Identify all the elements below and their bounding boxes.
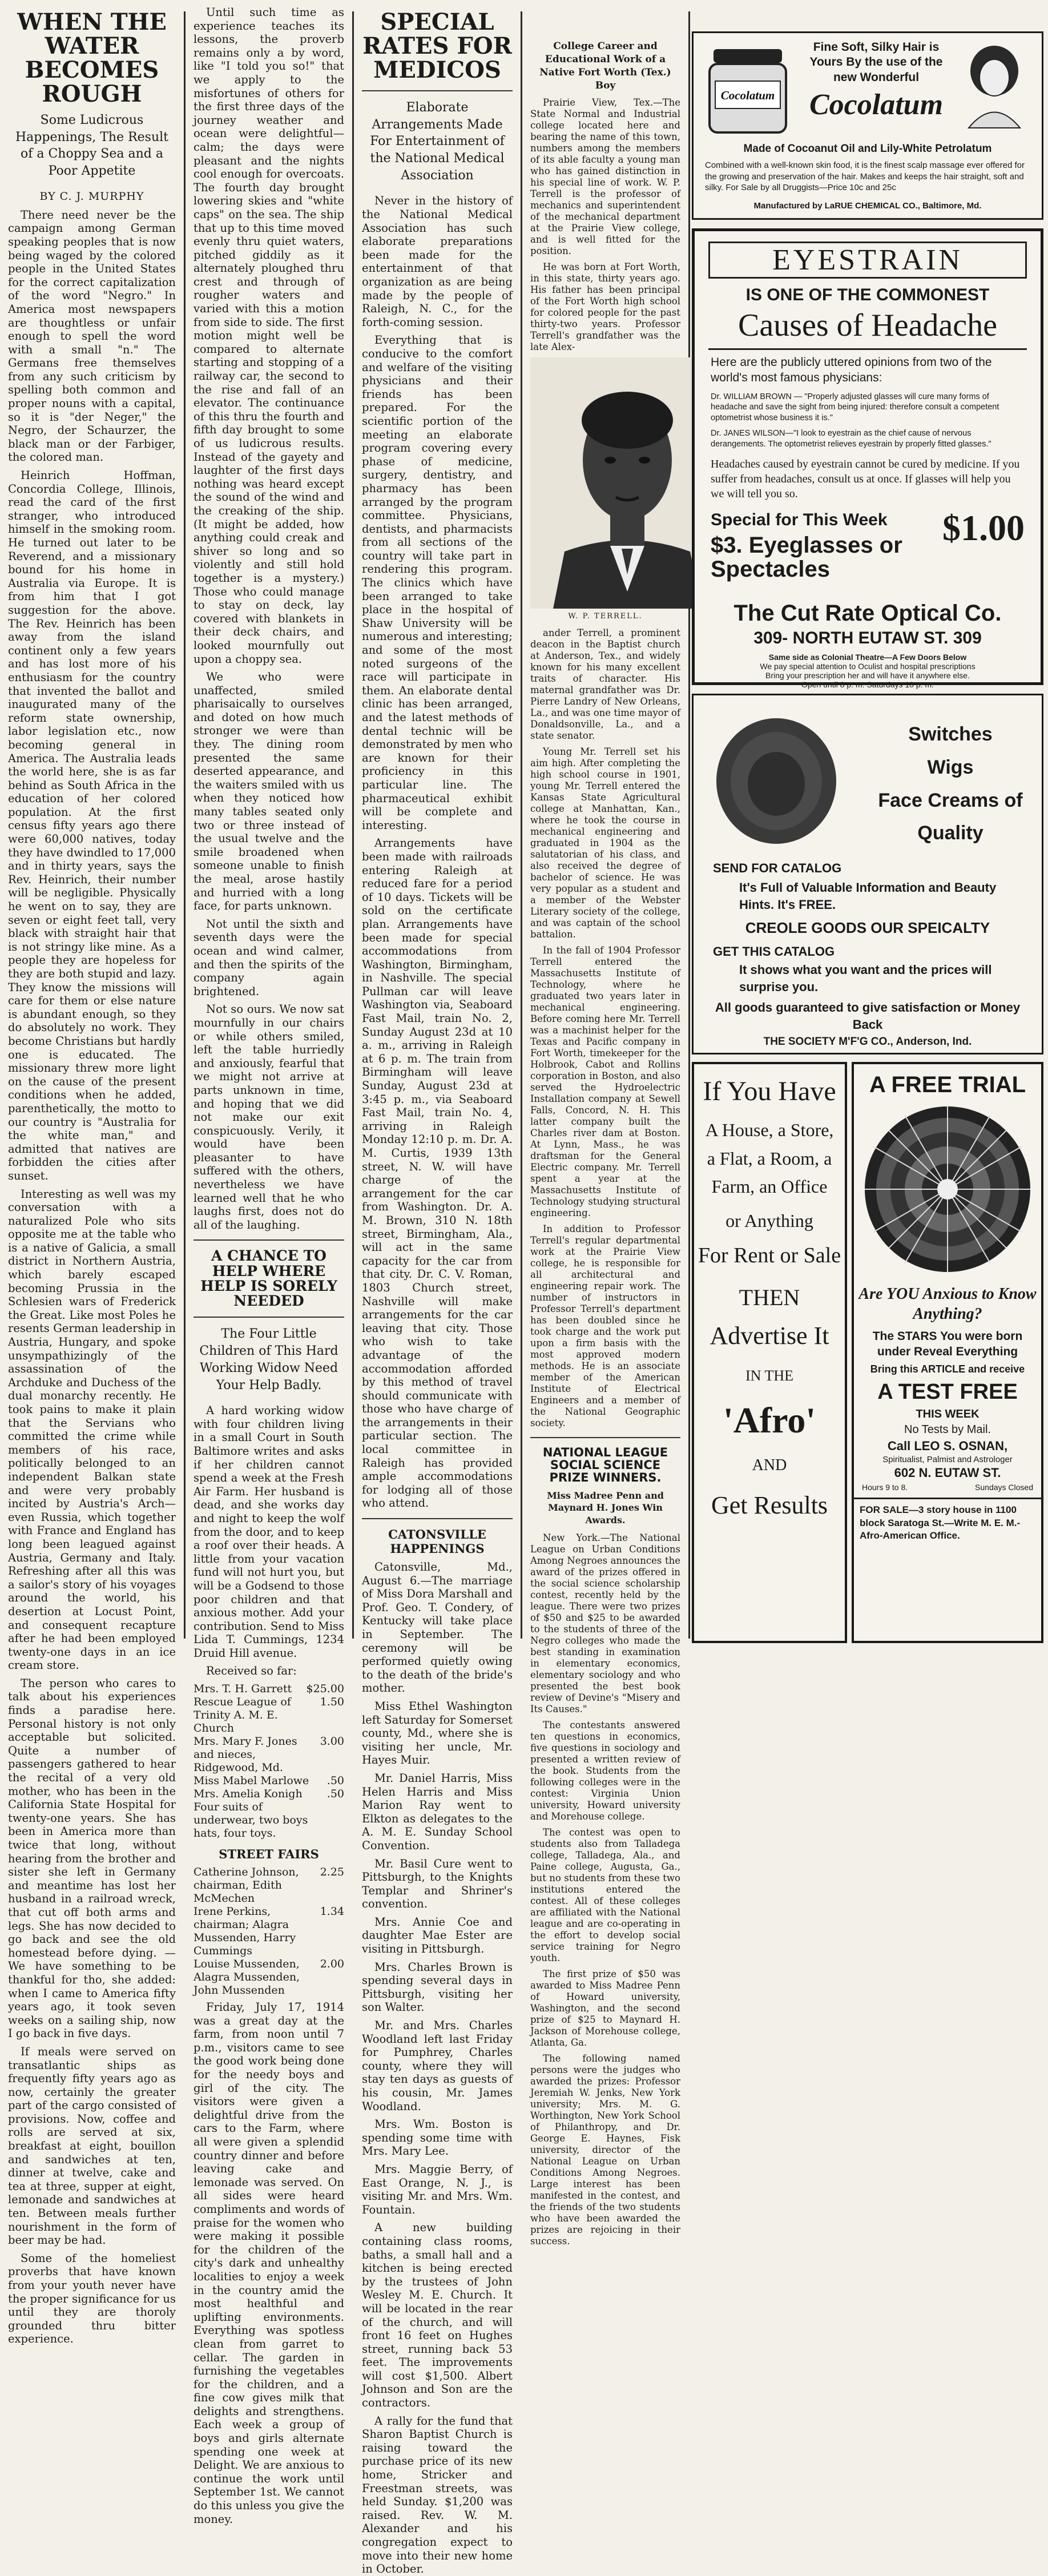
donation-amount: .50	[327, 1788, 344, 1801]
afro-line10: Get Results	[711, 1491, 828, 1519]
donor-name: Mrs. Amelia Konigh	[194, 1788, 303, 1801]
news-item: Mr. Basil Cure went to Pittsburgh, to the Knights Templar and Shriner's convention.	[362, 1857, 513, 1911]
article-paragraph: In the fall of 1904 Professor Terrell entered the Massachusetts Institute of Technology, where he graduated two years later in mechanical engineering. Before coming here Mr. Terrell was a machinist helper for the Texas and Pacific company in Fort Worth, timekeeper for the Holbrook, Cabot and Rollins corporation in Boston, and also served the Hydroelectric Installation company at Sewell Falls, Concord, N. H. This latter company built the Charles river dam at Boston. At Lynn, Mass., he was draftsman for the General Electric company. Mr. Terrell spent a year at the Massachusetts Institute of Technology studying structural engineering.	[530, 944, 680, 1218]
trial-who: Spiritualist, Palmist and Astrologer	[882, 1454, 1013, 1464]
afro-line1: If You Have	[703, 1076, 836, 1106]
creole-line4: Quality	[917, 822, 983, 844]
cocolatum-maker: Manufactured by LaRUE CHEMICAL CO., Baltimore, Md.	[753, 201, 982, 211]
ad-afro	[692, 1062, 847, 1643]
ad-free-trial	[852, 1062, 1043, 1643]
creole-company: THE SOCIETY M'F'G CO., Anderson, Ind.	[763, 1036, 972, 1048]
donation-row	[194, 1801, 344, 1840]
deck-prize-winners: Miss Madree Penn and Maynard H. Jones Win Awards.	[547, 1490, 664, 1526]
divider	[530, 1437, 680, 1438]
street-fair-row	[194, 1958, 344, 1997]
woman-illustration	[957, 42, 1031, 128]
trial-hours: Hours 9 to 8.	[862, 1482, 908, 1492]
article-paragraph: Received so far:	[206, 1664, 297, 1678]
trial-mail: No Tests by Mail.	[904, 1423, 991, 1436]
deck-rough-water: Some Ludicrous Happenings, The Result of a Choppy Sea and a Poor Appetite	[15, 113, 168, 179]
divider	[362, 1518, 513, 1519]
eyestrain-offer-text: $3. Eyeglasses or Spectacles	[711, 532, 902, 582]
trial-bring: Bring this ARTICLE and receive	[870, 1363, 1025, 1375]
news-item: Mr. and Mrs. Charles Woodland left last Friday for Pumphrey, Charles county, where they will stay ten days as guests of his cousin, Mr. James Woodland.	[362, 2019, 513, 2113]
jar-label: Cocolatum	[720, 88, 775, 102]
creole-shows: It shows what you want and the prices will surprise you.	[739, 963, 992, 994]
eyestrain-fine2: We pay special attention to Oculist and hospital prescriptions	[760, 661, 976, 671]
news-item: Mrs. Charles Brown is spending several days in Pittsburgh, visiting her son Walter.	[362, 1960, 513, 2014]
creole-send: SEND FOR CATALOG	[713, 861, 842, 875]
eyestrain-quote1: Dr. WILLIAM BROWN — "Properly adjusted glasses will cure many forms of headache and save the sight from being injured: therefore consult a competent optometrist whose business it is."	[711, 392, 999, 423]
trial-hours-row	[862, 1483, 1033, 1492]
eyestrain-offer	[711, 507, 1025, 596]
divider	[194, 1317, 344, 1318]
ad-cocolatum	[692, 31, 1043, 220]
ad-eyestrain	[692, 228, 1043, 689]
afro-line6: Advertise It	[710, 1321, 829, 1350]
article-paragraph: Friday, July 17, 1914 was a great day at the farm, from noon until 7 p.m., visitors came to see the good work being done for the needy boys and girl of the city. The visitors were given a delightful drive from the cars to the Farm, where all were given a splendid country dinner and before leaving cake and lemonade was served. On all sides were heard compliments and words of praise for the women who were making it possible for the children of the city's dark and unhealthy localities to enjoy a week in the country amid the most healthful and uplifting environments. Everything was spotless clean from garret to cellar. The garden in furnishing the vegetables for the children, and a fine cow gives milk that delights and strengthens. Each week a group of boys and girls alternate spending one week at Delight. We are anxious to continue the work until September 1st. We cannot do this unless you give the money.	[194, 2001, 344, 2526]
cocolatum-desc1: Made of Cocoanut Oil and Lily-White Petrolatum	[743, 143, 992, 155]
divider	[362, 90, 513, 91]
article-paragraph: The contestants answered ten questions in economics, five questions in sociology and presented a written review of the book. Students from the following colleges were in the contest: Virginia Union university, Howard university and Morehouse college.	[530, 1719, 680, 1822]
creole-line2: Wigs	[927, 756, 974, 778]
donation-row	[194, 1774, 344, 1788]
article-paragraph: Not until the sixth and seventh days were the ocean and wind calmer, and then the spirits of the company again brightened.	[194, 917, 344, 998]
donation-row	[194, 1683, 344, 1696]
fair-amount: 2.25	[320, 1866, 344, 1879]
eyestrain-title: EYESTRAIN	[708, 242, 1027, 279]
news-item: A rally for the fund that Sharon Baptist Church is raising toward the purchase price of its new home, Stricker and Freestman streets, was held Sunday. $1,200 was raised. Rev. W. M. Alexander and his congregation expect to move into their new home in October.	[362, 2414, 513, 2576]
ad-creole-goods	[692, 694, 1043, 1054]
article-paragraph: Arrangements have been made with railroads entering Raleigh at reduced fare for a period of 10 days. Tickets will be sold on the certificate plan. Arrangements have been made for special accommodations from Washington, Birmingham, in Nashville. The special Pullman car will leave Washington via, Seaboard Fast Mail, train No. 2, Sunday August 23d at 10 a. m., arriving in Raleigh at 6 p. m. The train from Birmingham will leave Sunday, August 23d at 3:45 p. m., via Seaboard Fast Mail, train No. 4, arriving in Raleigh Monday 12:10 p. m. Dr. A. M. Curtis, 1939 13th street, N. W. will have charge of the arrangement for the car from Washington. Dr. A. M. Brown, 310 N. 18th street, Birmingham, Ala., will act in the same capacity for the car from that city. Dr. C. V. Roman, 1803 Church street, Nashville will make arrangements for the car leaving that city. Those who wish to take advantage of the accommodation afforded by this method of travel should communicate with those who have charge of the arrangements in their particular section. The local committee in Raleigh has provided ample accommodations for lodging all of those who attend.	[362, 836, 513, 1510]
afro-line2: A House, a Store, a Flat, a Room, a Farm, an Office	[705, 1120, 834, 1197]
afro-line5: THEN	[739, 1284, 800, 1310]
news-item: Catonsville, Md., August 6.—The marriage of Miss Dora Marshall and Prof. Geo. T. Condery, of Kentucky will take place in September. The ceremony will be performed quietly owing to the death of the bride's mother.	[362, 1560, 513, 1695]
creole-specialty: CREOLE GOODS OUR SPEICALTY	[745, 919, 990, 936]
fair-amount: 2.00	[320, 1958, 344, 1971]
article-paragraph: Prairie View, Tex.—The State Normal and Industrial college located here and bearing the name of this town, numbers among the members of its able faculty a young man who has gained distinction in his special line of work. W. P. Terrell is the professor of mechanics and superintendent of the mechanical department at the Prairie View college, and is well fitted for the position.	[530, 96, 680, 256]
donor-name: Miss Mabel Marlowe	[194, 1774, 309, 1788]
trial-question: Are YOU Anxious to Know Anything?	[858, 1285, 1037, 1323]
trial-test: A TEST FREE	[877, 1379, 1018, 1404]
news-item: Mrs. Wm. Boston is spending some time with Mrs. Mary Lee.	[362, 2118, 513, 2158]
column-rule	[688, 11, 690, 1639]
article-paragraph: ander Terrell, a prominent deacon in the Baptist church at Anderson, Tex., and widely known for his many excellent traits of character. His maternal grandfather was Dr. Pierre Landry of New Orleans, La., and was one time mayor of Donaldsonville, La., and a state senator.	[530, 627, 680, 741]
donation-amount: 3.00	[320, 1735, 344, 1748]
trial-title: A FREE TRIAL	[869, 1072, 1026, 1097]
article-paragraph: We who were unaffected, smiled pharisaically to ourselves and doted on how much stronger we were than they. The dining room presented the same deserted appearance, and the waiters smiled with us when they noticed how many tables seated only two or three instead of the usual twelve and the smile broadened when someone unable to finish the meal, arose hastily and hurried with a long face, for parts unknown.	[194, 670, 344, 913]
trial-call: Call LEO S. OSNAN,	[887, 1438, 1008, 1453]
news-item: Miss Ethel Washington left Saturday for Somerset county, Md., where she is visiting her uncle, Mr. Hayes Muir.	[362, 1699, 513, 1767]
street-fair-row	[194, 1866, 344, 1905]
column-3	[354, 0, 521, 2576]
news-item: Mrs. Maggie Berry, of East Orange, N. J., is visiting Mr. and Mrs. Wm. Fountain.	[362, 2162, 513, 2216]
afro-line8: 'Afro'	[723, 1399, 816, 1440]
donation-row	[194, 1735, 344, 1774]
article-paragraph: The first prize of $50 was awarded to Miss Madree Penn of Howard university, Washington, and the second prize of $25 to Maynard H. Jackson of Morehouse college, Atlanta, Ga.	[530, 1968, 680, 2048]
article-paragraph: If meals were served on transatlantic ships as frequently fifty years ago as now, certainly the greater part of the cargo consisted of provisions. Now, coffee and rolls are served at six, breakfast at eight, bouillon and sandwiches at ten, dinner at twelve, cake and tea at three, supper at eight, lemonade and sandwiches at ten. Between meals further nourishment in the form of beer may be had.	[8, 2044, 176, 2247]
article-paragraph: Young Mr. Terrell set his aim high. After completing the high school course in 1901, young Mr. Terrell entered the Kansas State Agricultural college at Manhattan, Kan., where he took the course in mechanical engineering and graduated in 1904 as the salutatorian of his class, and also received the degree of bachelor of science. He was very popular as a student and a member of the Webster Literary society of the college, and was captain of the school battalion.	[530, 746, 680, 940]
byline: BY C. J. MURPHY	[39, 190, 144, 203]
trial-address: 602 N. EUTAW ST.	[894, 1465, 1001, 1480]
deck-chance-to-help: The Four Little Children of This Hard Working Widow Need Your Help Badly.	[199, 1327, 338, 1392]
street-fair-row	[194, 1905, 344, 1958]
column-4	[522, 0, 688, 2247]
eyestrain-company: The Cut Rate Optical Co.	[733, 600, 1002, 626]
donation-amount: $25.00	[306, 1683, 344, 1696]
eyestrain-fine3: Bring your prescription her and will have it anywhere else.	[765, 670, 970, 680]
creole-guarantee: All goods guaranteed to give satisfaction or Money Back	[715, 1000, 1021, 1032]
article-paragraph: Never in the history of the National Medical Association has such elaborate preparations been made for the entertainment of that organization as are being made by the people of Raleigh, N. C., for the forth-coming session.	[362, 194, 513, 329]
cocolatum-top: Fine Soft, Silky Hair is Yours By the use of the new Wonderful	[809, 41, 943, 84]
creole-products	[865, 718, 1036, 850]
article-paragraph: The contest was open to students also from Talladega college, Talladega, Ala., and Paine college, Augusta, Ga., but no students from these two institutions entered the contest. All of these colleges are affiliated with the National league and are co-operating in the effort to develop social service training for Negro youth.	[530, 1826, 680, 1963]
afro-line9: AND	[752, 1456, 787, 1474]
afro-line7: IN THE	[745, 1367, 793, 1384]
eyestrain-sub: IS ONE OF THE COMMONEST	[745, 285, 990, 304]
donor-name: Rescue League of Trinity A. M. E. Church	[194, 1696, 291, 1735]
eyestrain-fine4: Open until 8 p. m. Saturdays 10 p. m.	[801, 679, 934, 689]
afro-line4: For Rent or Sale	[698, 1243, 841, 1267]
article-paragraph: Heinrich Hoffman, Concordia College, Illinois, read the card of the first stranger, who introduced himself in the smoking room. He turned out later to be Reverend, and a missionary bound for his home in Australia via Europe. It is from him that I got suggestion for the above. The Rev. Heinrich has been away from the island continent only a few years and has lost more of his enthusiasm for the country that invented the ballot and inaugurated many of the reform state ownership, labor legislation etc., now becoming general in America. The Australia leads the world here, she is as far behind as South Africa in the education of her colored population. At the first census fifty years ago there were 60,000 natives, today they have dwindled to 17,000 and in thirty years, says the Rev. Heinrich, their number will be negligible. Physically he went on to say, they are seven or eight feet tall, very black with straight hair that is not stringy like mine. As a people they are hopeless for they are both stupid and lazy. They know the missions will care for them or else nature is abundant enough, so they do absolutely no work. They become Christians but hardly one is educated. The missionary threw more light on the cause of the present conditions when he added, parenthetically, the motto to our country is "Australia for the white man," and admitted that natives are forbidden the cities after sunset.	[8, 469, 176, 1182]
jar-icon	[705, 45, 791, 136]
creole-line1: Switches	[908, 723, 993, 745]
fair-name: Catherine Johnson, chairman, Edith McMechen	[194, 1866, 299, 1905]
deck-terrell: College Career and Educational Work of a Native Fort Worth (Tex.) Boy	[539, 41, 671, 91]
donation-row	[194, 1788, 344, 1801]
eyestrain-address: 309- NORTH EUTAW ST. 309	[753, 628, 982, 647]
article-paragraph: New York.—The National League on Urban Conditions Among Negroes announces the award of the prizes offered in the social science scholarship contest, recently held by the league. There were two prizes of $50 and $25 to be awarded to the students of three of the Negro colleges who made the best standing in examination in elementary economics, elementary sociology and who presented the best book review of Devine's "Misery and Its Causes."	[530, 1532, 680, 1714]
catonsville-title: CATONSVILLE HAPPENINGS	[388, 1527, 486, 1556]
eyestrain-fine1: Same side as Colonial Theatre—A Few Doors Below	[768, 652, 967, 662]
donation-amount: 1.50	[320, 1696, 344, 1709]
article-paragraph: The following named persons were the judges who awarded the prizes: Professor Jeremiah W. Jenks, New York university; Mrs. M. G. Worthington, New York School of Philanthropy, and Dr. George E. Haynes, Fisk university, director of the National League on Urban Conditions Among Negroes. Large interest has been manifested in the contest, and the friends of the two students who have been awarded the prizes are rejoicing in their success.	[530, 2052, 680, 2247]
fair-name: Irene Perkins, chairman; Alagra Mussenden, Harry Cummings	[194, 1905, 296, 1958]
column-2	[186, 0, 352, 2526]
wig-illustration	[711, 713, 842, 850]
street-fairs-title: STREET FAIRS	[219, 1847, 319, 1862]
zodiac-wheel-icon	[862, 1104, 1033, 1275]
article-paragraph: Until such time as experience teaches its lessons, the proverb remains only a by word, like "I told you so!" that we apply to the misfortunes of others for the first three days of the journey weather and ocean were delightful—calm; the days were pleasant and the nights cool enough for overcoats. The fourth day brought lowering skies and "white caps" on the sea. The ship that up to this time moved evenly thru quiet waters, pitched giddily as it alternately ploughed thru crest and through of rougher waters and varied with this a motion from side to side. The first motion might well be compared to alternate starting and stopping of a railway car, the second to the rise and fall of an elevator. The continuance of this thru the fourth and fifth day brought to some of us ludicrous results. Instead of the gayety and laughter of the first days nothing was heard except the sound of the wind and the creaking of the ship. (It might be added, how anything could creak and shiver so long and so violently and still hold together is a mystery.) Those who could manage to stay on deck, lay covered with blankets in their deck chairs, and looked mournfully out upon a choppy sea.	[194, 6, 344, 666]
headline-chance-to-help: A CHANCE TO HELP WHERE HELP IS SORELY NEEDED	[200, 1247, 337, 1310]
headline-special-rates: SPECIAL RATES FOR MEDICOS	[362, 9, 512, 83]
news-item: Mr. Daniel Harris, Miss Helen Harris and Miss Marion Ray went to Elkton as delegates to the A. M. E. Sunday School Convention.	[362, 1771, 513, 1852]
donation-amount: .50	[327, 1774, 344, 1788]
news-item: Mrs. Annie Coe and daughter Mae Ester are visiting in Pittsburgh.	[362, 1915, 513, 1956]
news-item: A new building containing class rooms, baths, a small hall and a kitchen is being erected by the trustees of John Wesley M. E. Church. It will be located in the rear of the church, and will front 16 feet on Hughes street, running back 53 feet. The improvements will cost $1,500. Albert Johnson and Son are the contractors.	[362, 2221, 513, 2410]
cocolatum-desc2: Combined with a well-known skin food, it is the finest scalp massage ever offered for the growing and preservation of the hair. Makes and keeps the hair straight, soft and silky. For Sale by all Druggists—Price 10c and 25c	[705, 160, 1025, 192]
eyestrain-price: $1.00	[942, 507, 1025, 548]
cocolatum-brand: Cocolatum	[809, 88, 944, 121]
article-paragraph: Not so ours. We now sat mournfully in our chairs or while others smiled, left the table hurriedly and anxiously, fearful that we might not arrive at parts unknown in time, and hoping that we did not make our exit conspicuously. Verily, it would have been pleasanter to have suffered with the others, nevertheless we have learned well that he who laughs first, does not do all of the laughing.	[194, 1003, 344, 1231]
headline-rough-water: WHEN THE WATER BECOMES ROUGH	[17, 9, 167, 107]
article-paragraph: In addition to Professor Terrell's regular departmental work at the Prairie View college, he is responsible for all architectural and engineering repair work. The number of instructors in Professor Terrell's department has been doubled since he took charge and the work put upon a firm basis with the most approved modern methods. He is an associate member of the American Institute of Electrical Engineers and a member of the National Geographic society.	[530, 1223, 680, 1428]
article-paragraph: The person who cares to talk about his experiences finds a paradise here. Personal history is not only acceptable but solicited. Quite a number of passengers gathered to hear the recital of a very old mother, who has been in the California State Hospital for twenty-one years. She has been in America more than twice that long, without hearing from the brother and sister she left in Germany and meantime has lost her husband in a railroad wreck, that cut off both arms and legs. She has now decided to go back and see the old homestead before dying. —We have something to be thankful for tho, she added: when I came to America fifty years ago, it took seven weeks on a sailing ship, now I go back in five days.	[8, 1676, 176, 2040]
donor-name: Four suits of underwear, two boys hats, four toys.	[194, 1801, 308, 1840]
article-paragraph: Some of the homeliest proverbs that have known from your youth never have the proper significance for us until they are thoroly grounded thru bitter experience.	[8, 2251, 176, 2346]
donation-amount	[310, 1801, 344, 1840]
eyestrain-line: Headaches caused by eyestrain cannot be cured by medicine. If you suffer from headaches, consult us at once. If glasses will help you we will tell you so.	[711, 457, 1020, 500]
trial-sunday: Sundays Closed	[975, 1482, 1033, 1492]
donor-name: Mrs. T. H. Garrett	[194, 1683, 292, 1696]
trial-week: THIS WEEK	[916, 1407, 980, 1420]
eyestrain-big: Causes of Headache	[737, 308, 997, 343]
eyestrain-intro: Here are the publicly uttered opinions from two of the world's most famous physicians:	[711, 356, 992, 385]
divider	[708, 348, 1027, 350]
trial-for-sale: FOR SALE—3 story house in 1100 block Saratoga St.—Write M. E. M.-Afro-American Office.	[860, 1504, 1021, 1541]
eyestrain-special: Special for This Week	[711, 510, 888, 529]
article-paragraph: He was born at Fort Worth, in this state, thirty years ago. His father has been principal of the Fort Worth high school for colored people for the past thirty-two years. Professor Terrell's grandfather was the late Alex-	[530, 261, 680, 352]
article-paragraph: A hard working widow with four children living in a small Court in South Baltimore writes and asks if her children cannot spend a week at the Fresh Air Farm. Her husband is dead, and she works day and night to keep the wolf from the door, and to keep a roof over their heads. A little from your vacation fund will not hurt you, but will be a Godsend to those poor children and that anxious mother. Add your contribution. Send to Miss Lida T. Cummings, 1234 Druid Hill avenue.	[194, 1404, 344, 1660]
portrait-caption: W. P. TERRELL.	[568, 611, 643, 621]
creole-line3: Face Creams of	[878, 789, 1023, 811]
trial-stars: The STARS You were born under Reveal Everything	[872, 1330, 1023, 1359]
headline-prize-winners: NATIONAL LEAGUE SOCIAL SCIENCE PRIZE WINNERS.	[542, 1445, 668, 1484]
donor-name: Mrs. Mary F. Jones and nieces, Ridgewood, Md.	[194, 1735, 297, 1774]
divider	[854, 1498, 1041, 1499]
deck-special-rates: Elaborate Arrangements Made For Entertainment of the National Medical Association	[370, 100, 505, 183]
fair-amount: 1.34	[320, 1905, 344, 1918]
donation-row	[194, 1696, 344, 1735]
divider	[194, 1239, 344, 1241]
fair-name: Louise Mussenden, Alagra Mussenden, John Mussenden	[194, 1958, 300, 1997]
creole-full: It's Full of Valuable Information and Beauty Hints. It's FREE.	[739, 880, 997, 912]
creole-get: GET THIS CATALOG	[713, 944, 835, 959]
column-1	[0, 0, 184, 2346]
article-paragraph: Interesting as well was my conversation with a naturalized Pole who sits opposite me at the table who is a native of Galicia, a small district in Northern Austria, which barely escaped becoming Prussia in the Schlesien wars of Frederick the Great. Like most Poles he resents German leadership in Austria, Hungary, and spoke unsympathizingly of the assassination of the Archduke and Duchess of the dual monarchy recently. He took pains to make it plain that the Servians who committed the crime while members of his race, politically belonged to an independent Balkan state and were very probably incited by Austria's Arch—even Russia, which together with France and England has long been leagued against Austria, Germany and Italy. Refreshing after all this was a sailor's story of his voyages around the world, his desertion at Locust Point, and consequent recapture after he had been employed twenty-one days in an ice cream store.	[8, 1187, 176, 1672]
eyestrain-quote2: Dr. JANES WILSON—"I look to eyestrain as the chief cause of nervous derangements. The optometrist relieves eyestrain by properly fitted glasses."	[711, 429, 991, 449]
afro-line3: or Anything	[725, 1210, 813, 1231]
article-paragraph: Everything that is conducive to the comfort and welfare of the visiting physicians and their friends has been prepared. For the scientific portion of the meeting an elaborate program covering every phase of medicine, surgery, dentistry, and pharmacy has been arranged by the program committee. Physicians, dentists, and pharmacists from all sections of the country will take part in rendering this program. The clinics which have been arranged to take place in the hospital of Shaw University will be numerous and interesting; and some of the most noted surgeons of the race will participate in them. An elaborate dental clinic has been arranged, and the latest methods of dental technic will be demonstrated by men who are known for their proficiency in this particular line. The pharmaceutical exhibit will be complete and interesting.	[362, 333, 513, 832]
article-paragraph: There need never be the campaign among German speaking peoples that is now being waged by the colored people in the United States for the correct capitalization of the word "Negro." In America most newspapers are thoughtless or unfair enough to spell the word with a small "n." The Germans free themselves from any such criticism by spelling both common and proper nouns with a capital, so it is "der Neger," the Negro, der Schaurzer, the black man or der Farbiger, the colored man.	[8, 208, 176, 464]
